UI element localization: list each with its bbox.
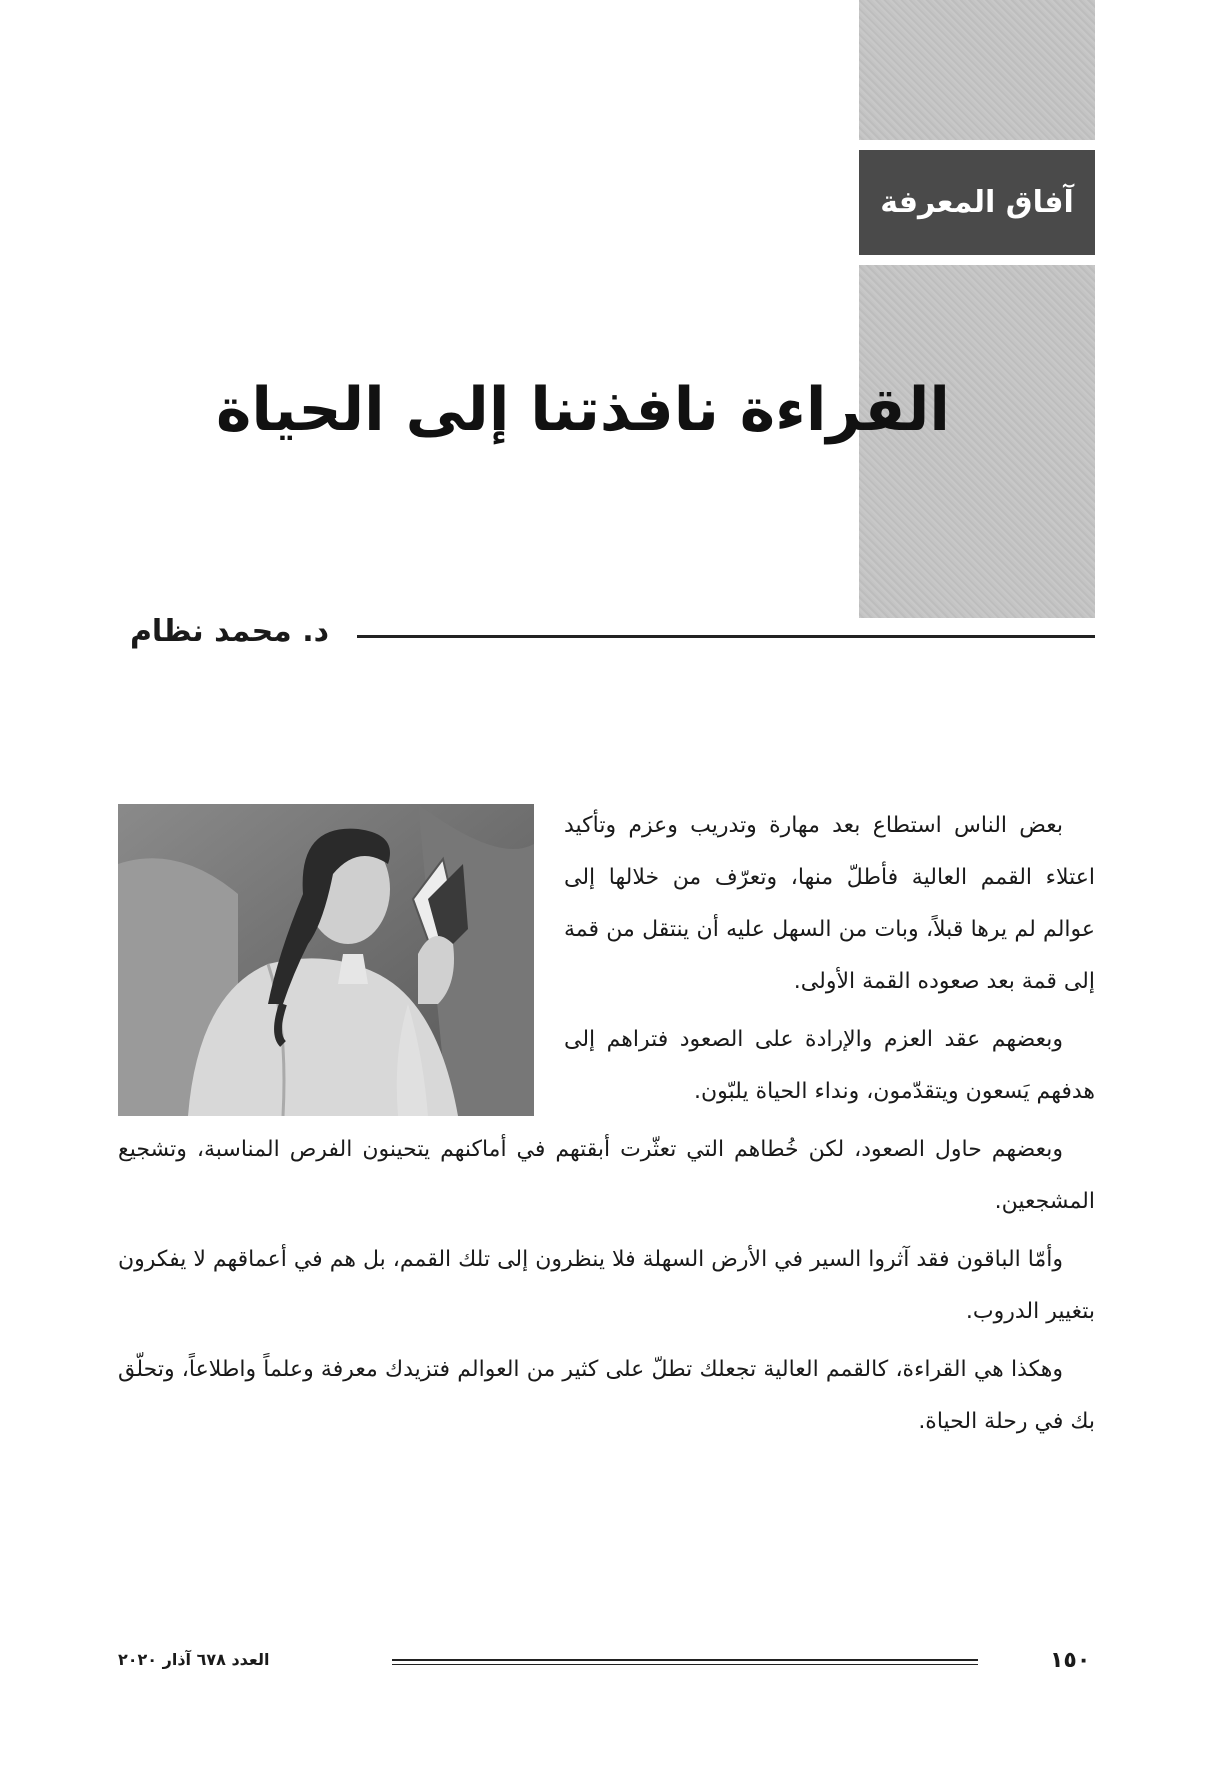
- issue-info: العدد ٦٧٨ آذار ٢٠٢٠: [118, 1650, 270, 1669]
- article-paragraph: وأمّا الباقون فقد آثروا السير في الأرض السهلة فلا ينظرون إلى تلك القمم، بل هم في أعماقهم لا يفكرون بتغيير الدروب.: [118, 1247, 1095, 1324]
- article-title: القراءة نافذتنا إلى الحياة: [215, 375, 950, 445]
- article-paragraph: وهكذا هي القراءة، كالقمم العالية تجعلك تطلّ على كثير من العوالم فتزيدك معرفة وعلماً واطلاعاً، وتحلّق بك في رحلة الحياة.: [118, 1357, 1095, 1434]
- article-paragraph: بعض الناس استطاع بعد مهارة وتدريب وعزم وتأكيد اعتلاء القمم العالية فأطلّ منها، وتعرّف من خلالها إلى عوالم لم يرها قبلاً، وبات من السهل عليه أن ينتقل من قمة إلى قمة بعد صعوده القمة الأولى.: [564, 813, 1095, 994]
- article-paragraph: وبعضهم حاول الصعود، لكن خُطاهم التي تعثّرت أبقتهم في أماكنهم يتحينون الفرص المناسبة، وتشجيع المشجعين.: [118, 1137, 1095, 1214]
- section-label-text: آفاق المعرفة: [880, 185, 1074, 220]
- page-number: ١٥٠: [1050, 1648, 1091, 1673]
- author-divider: [357, 635, 1095, 638]
- footer-divider: [392, 1659, 978, 1661]
- decorative-gray-block-top: [859, 0, 1095, 140]
- article-paragraph: وبعضهم عقد العزم والإرادة على الصعود فتراهم إلى هدفهم يَسعون ويتقدّمون، ونداء الحياة يلبّون.: [564, 1027, 1095, 1104]
- article-body: [118, 800, 1095, 1454]
- footer-divider-thin: [392, 1664, 978, 1665]
- article-author: د. محمد نظام: [129, 614, 329, 649]
- section-label: [859, 150, 1095, 255]
